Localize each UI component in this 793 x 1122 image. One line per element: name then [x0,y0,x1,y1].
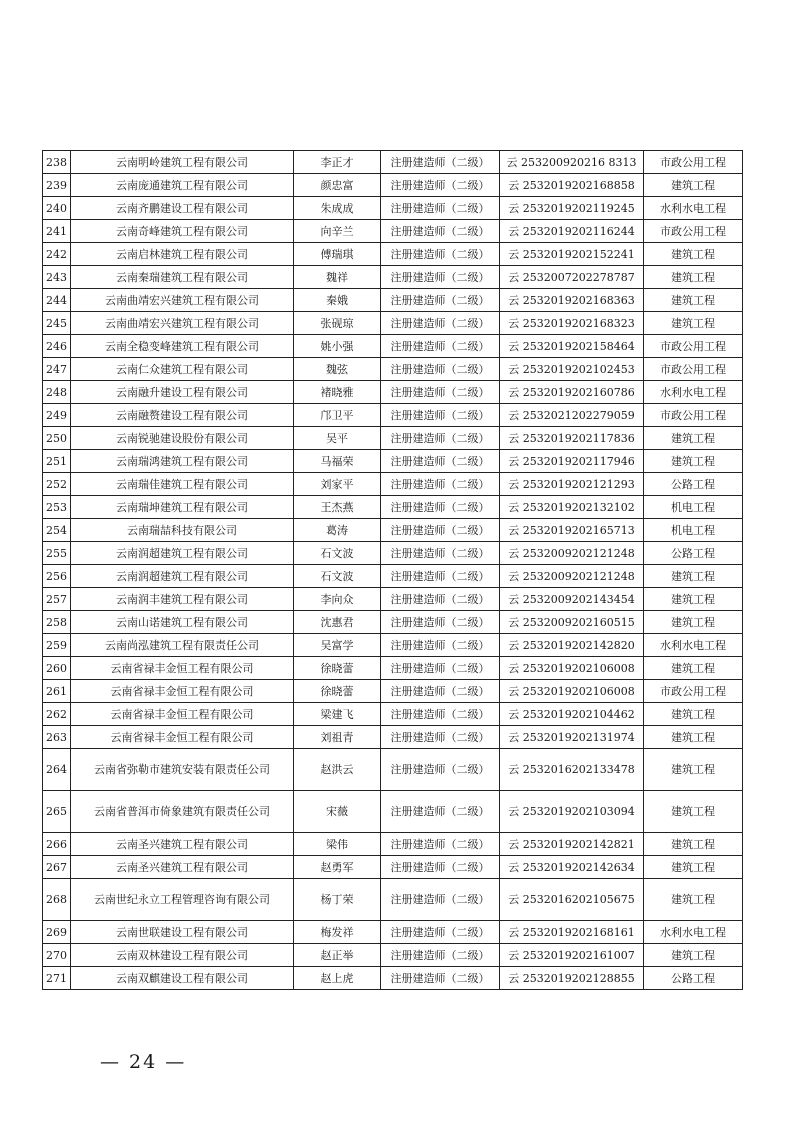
cell-company: 云南融升建设工程有限公司 [71,381,294,404]
cell-specialty: 市政公用工程 [644,151,743,174]
cell-qualification: 注册建造师（二级） [381,967,500,990]
cell-certificate-number: 云 2532019202142634 [500,856,644,879]
cell-number: 271 [43,967,71,990]
cell-certificate-number: 云 2532019202161007 [500,944,644,967]
table-row [43,358,743,381]
cell-person-name: 赵勇军 [294,856,381,879]
cell-company: 云南省普洱市倚象建筑有限责任公司 [71,791,294,833]
cell-person-name: 姚小强 [294,335,381,358]
cell-certificate-number: 云 2532019202168858 [500,174,644,197]
cell-certificate-number: 云 2532019202106008 [500,657,644,680]
cell-qualification: 注册建造师（二级） [381,473,500,496]
cell-qualification: 注册建造师（二级） [381,404,500,427]
table-row [43,588,743,611]
cell-specialty: 水利水电工程 [644,921,743,944]
cell-certificate-number: 云 2532019202102453 [500,358,644,381]
cell-company: 云南圣兴建筑工程有限公司 [71,856,294,879]
cell-certificate-number: 云 2532019202104462 [500,703,644,726]
table-row [43,427,743,450]
table-row [43,266,743,289]
cell-person-name: 刘家平 [294,473,381,496]
cell-specialty: 建筑工程 [644,879,743,921]
table-row [43,220,743,243]
cell-qualification: 注册建造师（二级） [381,703,500,726]
cell-person-name: 李向众 [294,588,381,611]
cell-company: 云南润丰建筑工程有限公司 [71,588,294,611]
cell-qualification: 注册建造师（二级） [381,542,500,565]
table-row [43,335,743,358]
table-row [43,473,743,496]
cell-specialty: 建筑工程 [644,450,743,473]
cell-company: 云南省弥勒市建筑安装有限责任公司 [71,749,294,791]
cell-number: 247 [43,358,71,381]
cell-company: 云南曲靖宏兴建筑工程有限公司 [71,312,294,335]
cell-company: 云南瑞坤建筑工程有限公司 [71,496,294,519]
cell-qualification: 注册建造师（二级） [381,358,500,381]
cell-person-name: 朱成成 [294,197,381,220]
table-row [43,289,743,312]
cell-qualification: 注册建造师（二级） [381,565,500,588]
cell-qualification: 注册建造师（二级） [381,312,500,335]
cell-specialty: 建筑工程 [644,833,743,856]
cell-person-name: 徐晓蕾 [294,680,381,703]
cell-certificate-number: 云 2532009202143454 [500,588,644,611]
cell-certificate-number: 云 2532019202152241 [500,243,644,266]
cell-certificate-number: 云 2532021202279059 [500,404,644,427]
cell-qualification: 注册建造师（二级） [381,833,500,856]
cell-number: 254 [43,519,71,542]
cell-specialty: 建筑工程 [644,703,743,726]
cell-qualification: 注册建造师（二级） [381,856,500,879]
cell-number: 238 [43,151,71,174]
cell-person-name: 吴平 [294,427,381,450]
cell-person-name: 魏弦 [294,358,381,381]
table-row [43,312,743,335]
cell-company: 云南奇峰建筑工程有限公司 [71,220,294,243]
cell-person-name: 石文波 [294,565,381,588]
cell-qualification: 注册建造师（二级） [381,174,500,197]
cell-company: 云南润超建筑工程有限公司 [71,542,294,565]
cell-specialty: 市政公用工程 [644,220,743,243]
cell-number: 261 [43,680,71,703]
cell-certificate-number: 云 2532016202133478 [500,749,644,791]
cell-person-name: 张砚琼 [294,312,381,335]
cell-qualification: 注册建造师（二级） [381,791,500,833]
cell-company: 云南齐鹏建设工程有限公司 [71,197,294,220]
cell-person-name: 魏祥 [294,266,381,289]
cell-company: 云南润超建筑工程有限公司 [71,565,294,588]
cell-qualification: 注册建造师（二级） [381,879,500,921]
cell-specialty: 水利水电工程 [644,381,743,404]
cell-specialty: 水利水电工程 [644,634,743,657]
cell-company: 云南瑞鸿建筑工程有限公司 [71,450,294,473]
cell-number: 251 [43,450,71,473]
cell-qualification: 注册建造师（二级） [381,588,500,611]
cell-qualification: 注册建造师（二级） [381,496,500,519]
cell-certificate-number: 云 2532019202128855 [500,967,644,990]
table-row [43,404,743,427]
cell-qualification: 注册建造师（二级） [381,427,500,450]
cell-qualification: 注册建造师（二级） [381,634,500,657]
cell-certificate-number: 云 253200920216 8313 [500,151,644,174]
cell-company: 云南省禄丰金恒工程有限公司 [71,657,294,680]
table-row [43,703,743,726]
cell-company: 云南全稳变峰建筑工程有限公司 [71,335,294,358]
cell-number: 255 [43,542,71,565]
cell-specialty: 建筑工程 [644,565,743,588]
cell-qualification: 注册建造师（二级） [381,450,500,473]
cell-number: 249 [43,404,71,427]
cell-number: 252 [43,473,71,496]
cell-qualification: 注册建造师（二级） [381,243,500,266]
cell-specialty: 建筑工程 [644,174,743,197]
cell-certificate-number: 云 2532009202121248 [500,542,644,565]
table-row [43,197,743,220]
cell-specialty: 市政公用工程 [644,335,743,358]
cell-person-name: 傅瑞琪 [294,243,381,266]
cell-certificate-number: 云 2532019202142820 [500,634,644,657]
cell-certificate-number: 云 2532019202168161 [500,921,644,944]
cell-specialty: 市政公用工程 [644,404,743,427]
cell-number: 253 [43,496,71,519]
cell-certificate-number: 云 2532019202132102 [500,496,644,519]
cell-company: 云南明岭建筑工程有限公司 [71,151,294,174]
cell-person-name: 杨丁荣 [294,879,381,921]
cell-person-name: 马福荣 [294,450,381,473]
cell-qualification: 注册建造师（二级） [381,726,500,749]
cell-qualification: 注册建造师（二级） [381,921,500,944]
cell-number: 257 [43,588,71,611]
cell-person-name: 徐晓蕾 [294,657,381,680]
table-row [43,944,743,967]
cell-company: 云南圣兴建筑工程有限公司 [71,833,294,856]
cell-specialty: 水利水电工程 [644,197,743,220]
cell-number: 239 [43,174,71,197]
cell-person-name: 刘祖青 [294,726,381,749]
cell-specialty: 建筑工程 [644,944,743,967]
cell-specialty: 建筑工程 [644,726,743,749]
table-row [43,565,743,588]
cell-number: 243 [43,266,71,289]
cell-person-name: 葛涛 [294,519,381,542]
table-row [43,634,743,657]
cell-specialty: 建筑工程 [644,749,743,791]
cell-number: 267 [43,856,71,879]
cell-person-name: 沈惠君 [294,611,381,634]
cell-qualification: 注册建造师（二级） [381,749,500,791]
cell-certificate-number: 云 2532007202278787 [500,266,644,289]
cell-certificate-number: 云 2532019202121293 [500,473,644,496]
cell-number: 244 [43,289,71,312]
cell-number: 248 [43,381,71,404]
cell-number: 258 [43,611,71,634]
cell-company: 云南曲靖宏兴建筑工程有限公司 [71,289,294,312]
table-row [43,833,743,856]
cell-qualification: 注册建造师（二级） [381,944,500,967]
cell-person-name: 褚晓雅 [294,381,381,404]
cell-company: 云南锐驰建设股份有限公司 [71,427,294,450]
table-row [43,680,743,703]
page-number: — 24 — [100,1051,187,1073]
cell-person-name: 赵洪云 [294,749,381,791]
cell-person-name: 梁伟 [294,833,381,856]
cell-company: 云南世联建设工程有限公司 [71,921,294,944]
cell-number: 240 [43,197,71,220]
table-body [43,151,743,990]
cell-person-name: 向辛兰 [294,220,381,243]
cell-number: 262 [43,703,71,726]
cell-company: 云南省禄丰金恒工程有限公司 [71,703,294,726]
cell-specialty: 公路工程 [644,967,743,990]
cell-specialty: 公路工程 [644,473,743,496]
cell-company: 云南融赘建设工程有限公司 [71,404,294,427]
cell-company: 云南双林建设工程有限公司 [71,944,294,967]
cell-number: 264 [43,749,71,791]
table-row [43,921,743,944]
cell-certificate-number: 云 2532019202168363 [500,289,644,312]
cell-specialty: 建筑工程 [644,427,743,450]
cell-number: 263 [43,726,71,749]
table-row [43,856,743,879]
table-row [43,657,743,680]
table-row [43,174,743,197]
cell-company: 云南尚泓建筑工程有限责任公司 [71,634,294,657]
cell-number: 259 [43,634,71,657]
cell-qualification: 注册建造师（二级） [381,335,500,358]
cell-qualification: 注册建造师（二级） [381,657,500,680]
table-row [43,381,743,404]
cell-certificate-number: 云 2532019202116244 [500,220,644,243]
cell-person-name: 梁建飞 [294,703,381,726]
cell-specialty: 建筑工程 [644,312,743,335]
cell-person-name: 赵上虎 [294,967,381,990]
cell-certificate-number: 云 2532019202160786 [500,381,644,404]
cell-certificate-number: 云 2532019202165713 [500,519,644,542]
cell-person-name: 邝卫平 [294,404,381,427]
table-row [43,151,743,174]
cell-number: 256 [43,565,71,588]
cell-qualification: 注册建造师（二级） [381,611,500,634]
table-row [43,243,743,266]
cell-specialty: 建筑工程 [644,266,743,289]
table-row [43,791,743,833]
cell-number: 266 [43,833,71,856]
cell-specialty: 市政公用工程 [644,358,743,381]
cell-company: 云南省禄丰金恒工程有限公司 [71,726,294,749]
cell-qualification: 注册建造师（二级） [381,197,500,220]
cell-company: 云南世纪永立工程管理咨询有限公司 [71,879,294,921]
cell-number: 265 [43,791,71,833]
cell-specialty: 建筑工程 [644,289,743,312]
table-row [43,967,743,990]
cell-person-name: 石文波 [294,542,381,565]
cell-person-name: 李正才 [294,151,381,174]
cell-person-name: 秦娥 [294,289,381,312]
table-row [43,519,743,542]
cell-person-name: 王杰燕 [294,496,381,519]
cell-company: 云南庞通建筑工程有限公司 [71,174,294,197]
cell-qualification: 注册建造师（二级） [381,519,500,542]
cell-person-name: 宋薇 [294,791,381,833]
cell-specialty: 机电工程 [644,496,743,519]
cell-number: 268 [43,879,71,921]
cell-number: 245 [43,312,71,335]
cell-company: 云南双麒建设工程有限公司 [71,967,294,990]
cell-specialty: 建筑工程 [644,856,743,879]
table-row [43,450,743,473]
cell-specialty: 机电工程 [644,519,743,542]
cell-qualification: 注册建造师（二级） [381,680,500,703]
cell-certificate-number: 云 2532016202105675 [500,879,644,921]
cell-person-name: 吴富学 [294,634,381,657]
cell-certificate-number: 云 2532019202142821 [500,833,644,856]
cell-certificate-number: 云 2532009202160515 [500,611,644,634]
cell-qualification: 注册建造师（二级） [381,381,500,404]
table-row [43,749,743,791]
cell-qualification: 注册建造师（二级） [381,151,500,174]
cell-person-name: 颜忠富 [294,174,381,197]
cell-number: 241 [43,220,71,243]
table-row [43,542,743,565]
cell-certificate-number: 云 2532009202121248 [500,565,644,588]
cell-qualification: 注册建造师（二级） [381,289,500,312]
cell-certificate-number: 云 2532019202158464 [500,335,644,358]
cell-qualification: 注册建造师（二级） [381,266,500,289]
cell-number: 260 [43,657,71,680]
cell-company: 云南省禄丰金恒工程有限公司 [71,680,294,703]
cell-specialty: 公路工程 [644,542,743,565]
cell-company: 云南瑞喆科技有限公司 [71,519,294,542]
cell-person-name: 赵正举 [294,944,381,967]
cell-specialty: 建筑工程 [644,657,743,680]
cell-company: 云南秦瑞建筑工程有限公司 [71,266,294,289]
registry-table [42,150,743,990]
cell-specialty: 建筑工程 [644,791,743,833]
cell-company: 云南瑞佳建筑工程有限公司 [71,473,294,496]
cell-certificate-number: 云 2532019202168323 [500,312,644,335]
cell-specialty: 建筑工程 [644,588,743,611]
cell-number: 242 [43,243,71,266]
cell-number: 250 [43,427,71,450]
cell-company: 云南山诺建筑工程有限公司 [71,611,294,634]
cell-specialty: 建筑工程 [644,243,743,266]
cell-certificate-number: 云 2532019202119245 [500,197,644,220]
table-row [43,611,743,634]
cell-specialty: 建筑工程 [644,611,743,634]
cell-certificate-number: 云 2532019202117946 [500,450,644,473]
cell-person-name: 梅发祥 [294,921,381,944]
cell-specialty: 市政公用工程 [644,680,743,703]
table-row [43,726,743,749]
cell-company: 云南仁众建筑工程有限公司 [71,358,294,381]
cell-qualification: 注册建造师（二级） [381,220,500,243]
table-row [43,879,743,921]
cell-company: 云南启林建筑工程有限公司 [71,243,294,266]
cell-certificate-number: 云 2532019202103094 [500,791,644,833]
cell-number: 246 [43,335,71,358]
cell-certificate-number: 云 2532019202106008 [500,680,644,703]
cell-number: 269 [43,921,71,944]
table-row [43,496,743,519]
cell-certificate-number: 云 2532019202131974 [500,726,644,749]
cell-number: 270 [43,944,71,967]
cell-certificate-number: 云 2532019202117836 [500,427,644,450]
